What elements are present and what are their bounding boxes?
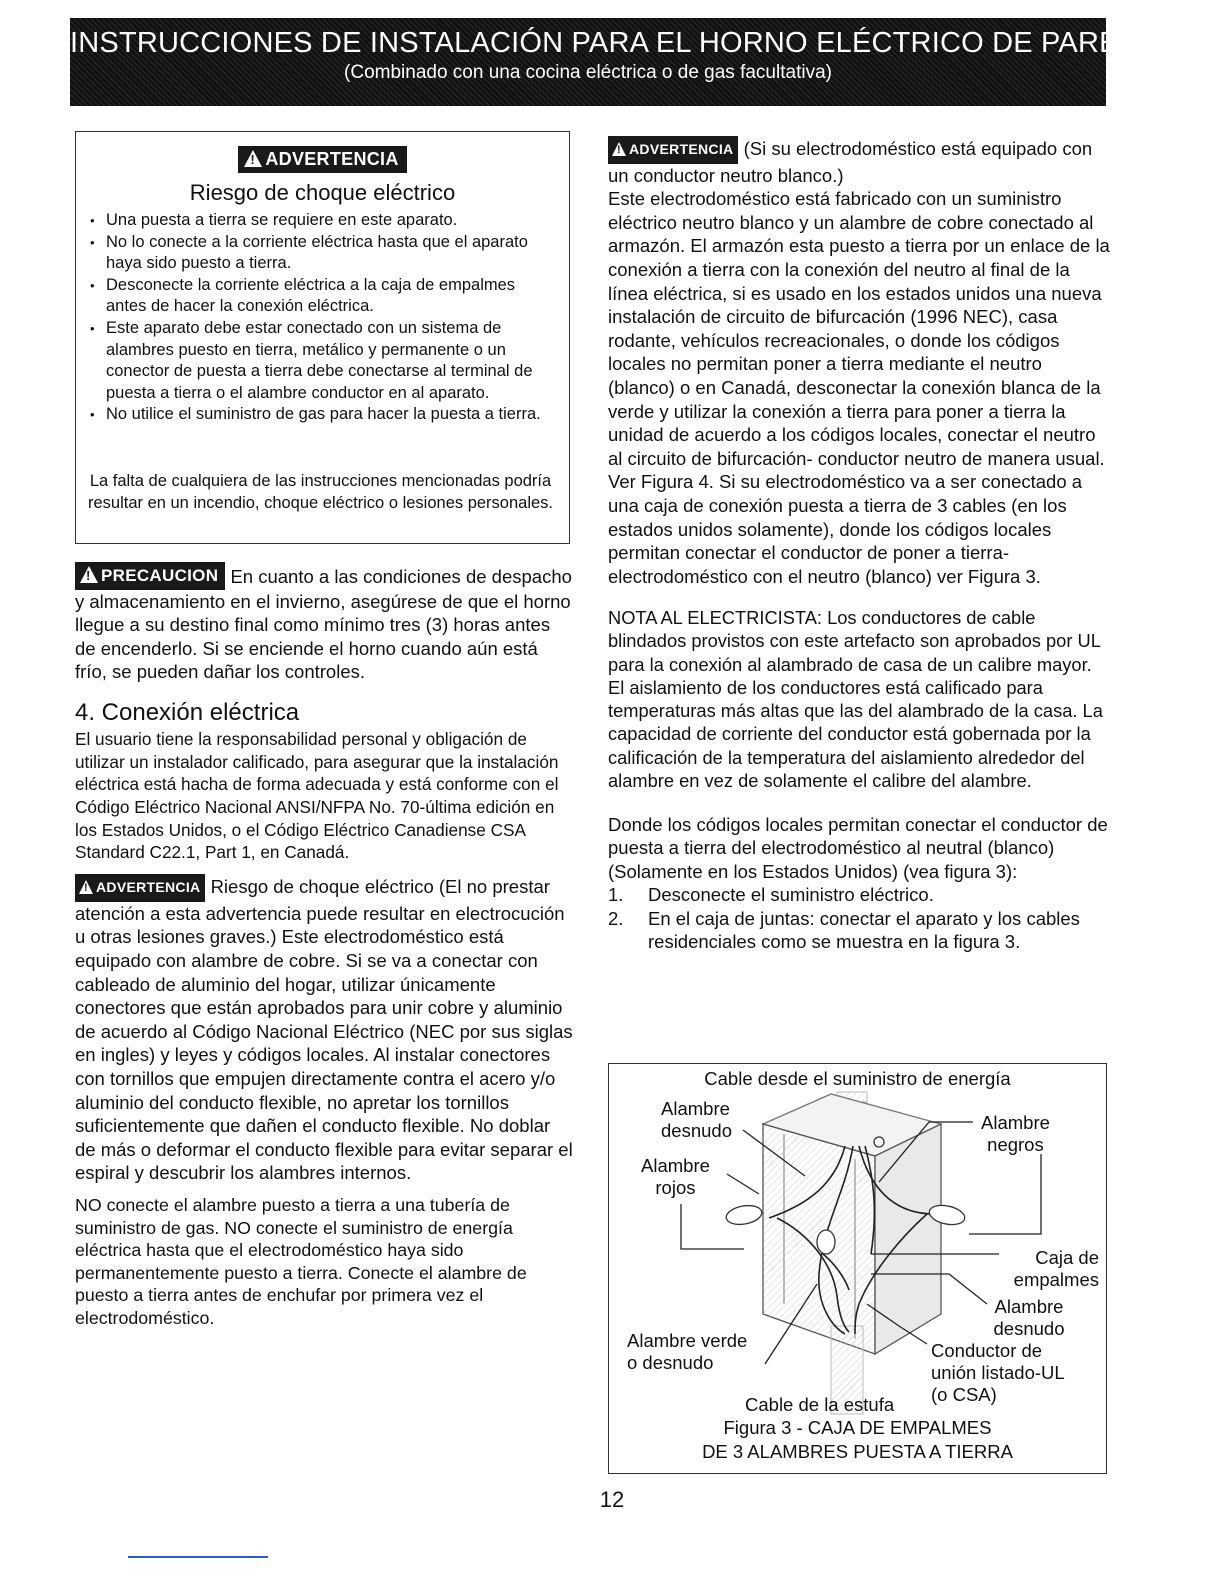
list-item: • Una puesta a tierra se requiere en este aparato. bbox=[86, 210, 555, 232]
steps-list bbox=[608, 883, 1111, 953]
footer-divider bbox=[128, 1556, 268, 1558]
junction-box bbox=[763, 1094, 941, 1354]
warning-triangle-icon bbox=[612, 142, 626, 156]
fig-label-red: Alambre rojos bbox=[641, 1155, 710, 1198]
page-number: 12 bbox=[599, 1487, 625, 1512]
neutral-text: Este electrodoméstico está fabricado con un suministro eléctrico neutro blanco y un alambre de cobre conectado al armazón. El armazón esta puesto a tierra por un enlace de la conexión a tierra con la conexión del neutro al final de la línea eléctrica, si es usado en los estados unidos una nueva instalación de circuito de bifurcación (1996 NEC), casa rodante, vehículos recreacionales, o donde los códigos locales no permitan poner a tierra mediante el neutro (blanco) o en Canadá, desconectar la conexión blanca de la verde y utilizar la conexión a tierra para poner a tierra la unidad de acuerdo a los códigos locales, conectar el neutro al circuito de bifurcación- conductor neutro de manera usual. Ver Figura 4. Si su electrodoméstico va a ser conectado a una caja de conexión puesta a tierra de 3 cables (en los estados unidos solamente), donde los códigos locales permitan conectar el conductor de poner a tierra-electrodoméstico con el neutro (blanco) ver Figura 3. bbox=[608, 188, 1110, 587]
warning-triangle-icon bbox=[244, 150, 262, 167]
right-column bbox=[608, 136, 1111, 953]
warning-list bbox=[86, 210, 555, 426]
figure-caption: Figura 3 - CAJA DE EMPALMES DE 3 ALAMBRES PUESTA A TIERRA bbox=[702, 1417, 1013, 1462]
fig-label-bare-top: Alambre desnudo bbox=[661, 1098, 732, 1141]
neutral-warning-paragraph: !ADVERTENCIA (Si su electrodoméstico está equipado con un conductor neutro blanco.) bbox=[608, 136, 1111, 187]
fig-label-green: Alambre verde o desnudo bbox=[627, 1330, 748, 1373]
shock-warning-paragraph: !ADVERTENCIA Riesgo de choque eléctrico (El no prestar atención a esta advertencia puede resultar en electrocución u otras lesiones graves.) Este electrodoméstico está equipado con alambre de cobre. Si se va a conectar con cableado de aluminio del hogar, utilizar únicamente conectores que están aprobados para unir cobre y aluminio de acuerdo al Código Nacional Eléctrico (NEC por sus siglas en ingles) y leyes y códigos locales. Al instalar conectores con tornillos que empujen directamente contra el acero y/o aluminio del conducto flexible, no apretar los tornillos suficientemente que dañen el conducto flexible. No doblar de más o deformar el conducto flexible para evitar separar el espiral y descubrir los alambres internos. bbox=[75, 874, 573, 1185]
fig-label-box: Caja de empalmes bbox=[1013, 1247, 1099, 1290]
list-item: • Este aparato debe estar conectado con un sistema de alambres puesto en tierra, metálico y permanente o un conector de puesta a tierra debe conectarse al terminal de puesta a tierra o el alambre conductor en al aparato. bbox=[86, 318, 555, 404]
list-item: • No utilice el suministro de gas para hacer la puesta a tierra. bbox=[86, 404, 555, 426]
warning-box-title: Riesgo de choque eléctrico bbox=[189, 180, 456, 205]
caution-paragraph: !PRECAUCION En cuanto a las condiciones de despacho y almacenamiento en el invierno, asegúrese de que el horno llegue a su destino final como mínimo tres (3) horas antes de encenderlo. Si se enciende el horno cuando aún está frío, se pueden dañar los controles. bbox=[75, 562, 573, 684]
fig-label-black: Alambre negros bbox=[981, 1112, 1050, 1155]
fig-label-supply: Cable desde el suministro de energía bbox=[704, 1068, 1011, 1089]
header-banner bbox=[70, 18, 1140, 106]
warning-triangle-icon bbox=[80, 566, 98, 583]
section-intro: El usuario tiene la responsabilidad personal y obligación de utilizar un instalador calificado, para asegurar que la instalación eléctrica está hacha de forma adecuada y está conforme con el Código Eléctrico Nacional ANSI/NFPA No. 70-última edición en los Estados Unidos, o el Código Eléctrico Canadiense CSA Standard C22.1, Part 1, en Canadá. bbox=[75, 728, 559, 863]
warning-triangle-icon bbox=[79, 880, 93, 894]
list-item: 1. Desconecte el suministro eléctrico. bbox=[608, 884, 934, 906]
warning-badge: !ADVERTENCIA bbox=[608, 136, 738, 164]
page-title: INSTRUCCIONES DE INSTALACIÓN PARA EL HORNO ELÉCTRICO DE PARED bbox=[70, 27, 1140, 59]
page-subtitle: (Combinado con una cocina eléctrica o de gas facultativa) bbox=[344, 62, 832, 83]
codes-text: Donde los códigos locales permitan conectar el conductor de puesta a tierra del electrodoméstico al neutral (blanco) (Solamente en los Estados Unidos) (vea figura 3): bbox=[608, 813, 1108, 882]
left-column bbox=[75, 562, 573, 1329]
warning-badge: !ADVERTENCIA bbox=[75, 874, 205, 902]
warning-conclusion: La falta de cualquiera de las instrucciones mencionadas podría resultar en un incendio, choque eléctrico o lesiones personales. bbox=[87, 472, 554, 512]
fig-label-conductor: Conductor de unión listado-UL (o CSA) bbox=[931, 1340, 1065, 1405]
figure-junction-box bbox=[608, 1063, 1107, 1474]
list-item: • Desconecte la corriente eléctrica a la caja de empalmes antes de hacer la conexión eléctrica. bbox=[86, 275, 555, 318]
list-item: • No lo conecte a la corriente eléctrica hasta que el aparato haya sido puesto a tierra. bbox=[86, 232, 555, 275]
warning-box bbox=[75, 131, 570, 544]
electrician-note: NOTA AL ELECTRICISTA: Los conductores de cable blindados provistos con este artefacto son aprobados por UL para la conexión al alambrado de casa de un calibre mayor. El aislamiento de los conductores está calificado para temperaturas más altas que las del alambrado de la casa. La capacidad de corriente del conductor está gobernada por la calificación de la temperatura del aislamiento alrededor del alambre en vez de solamente el calibre del alambre. bbox=[608, 607, 1103, 791]
ground-paragraph: NO conecte el alambre puesto a tierra a una tubería de suministro de gas. NO conecte el suministro de energía eléctrica hasta que el electrodoméstico haya sido permanentemente puesto a tierra. Conecte el alambre de puesto a tierra antes de enchufar por primera vez el electrodoméstico. bbox=[75, 1194, 527, 1328]
fig-label-bare-right: Alambre desnudo bbox=[993, 1296, 1065, 1339]
fig-label-range-cable: Cable de la estufa bbox=[745, 1394, 895, 1415]
list-item: 2. En el caja de juntas: conectar el aparato y los cables residenciales como se muestra en la figura 3. bbox=[608, 907, 1080, 952]
section-heading: 4. Conexión eléctrica bbox=[75, 698, 300, 726]
caution-badge: !PRECAUCION bbox=[75, 562, 225, 590]
warning-badge: !ADVERTENCIA bbox=[238, 146, 406, 173]
